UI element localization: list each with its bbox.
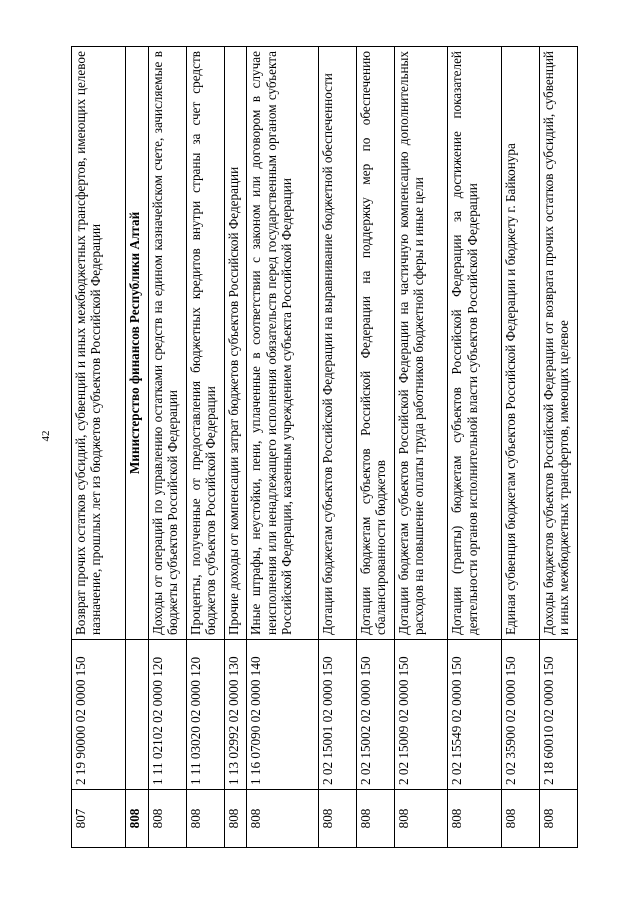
table-row xyxy=(247,47,318,848)
kbk-cell: 2 19 90000 02 0000 150 xyxy=(72,640,126,790)
kbk-cell: 1 11 02102 02 0000 120 xyxy=(149,640,187,790)
admin-code-cell: 808 xyxy=(448,790,502,848)
kbk-cell: 1 11 03020 02 0000 120 xyxy=(187,640,225,790)
table-row xyxy=(72,47,126,848)
admin-code-cell: 807 xyxy=(72,790,126,848)
admin-code-cell: 808 xyxy=(149,790,187,848)
kbk-cell: 2 02 35900 02 0000 150 xyxy=(501,640,539,790)
table-row xyxy=(225,47,247,848)
income-name-cell: Дотации бюджетам субъектов Российской Федерации на выравнивание бюджетной обеспеченности xyxy=(318,47,356,640)
kbk-cell: 2 18 60010 02 0000 150 xyxy=(539,640,577,790)
income-name-cell: Доходы бюджетов субъектов Российской Федерации от возврата прочих остатков субсидий, субвенций и иных межбюджетных трансфертов, имеющих целевое xyxy=(539,47,577,640)
income-name-cell: Единая субвенция бюджетам субъектов Российской Федерации и бюджету г. Байконура xyxy=(501,47,539,640)
revenue-admin-table xyxy=(71,46,578,848)
income-name-cell: Дотации бюджетам субъектов Российской Федерации на частичную компенсацию дополнительных расходов на повышение оплаты труда работников бюджетной сферы и иные цели xyxy=(394,47,448,640)
income-name-cell: Доходы от операций по управлению остатками средств на едином казначейском счете, зачисляемые в бюджеты субъектов Российской Федерации xyxy=(149,47,187,640)
page-number: 42 xyxy=(40,430,52,442)
kbk-cell: 1 13 02992 02 0000 130 xyxy=(225,640,247,790)
income-name-cell: Прочие доходы от компенсации затрат бюджетов субъектов Российской Федерации xyxy=(225,47,247,640)
kbk-cell: 2 02 15001 02 0000 150 xyxy=(318,640,356,790)
admin-code-cell: 808 xyxy=(539,790,577,848)
income-name-cell: Проценты, полученные от предоставления бюджетных кредитов внутри страны за счет средств бюджетов субъектов Российской Федерации xyxy=(187,47,225,640)
admin-code-cell: 808 xyxy=(356,790,394,848)
table-row xyxy=(448,47,502,848)
table-row xyxy=(149,47,187,848)
table-row xyxy=(394,47,448,848)
kbk-cell: 1 16 07090 02 0000 140 xyxy=(247,640,318,790)
section-title-cell: Министерство финансов Республики Алтай xyxy=(125,47,148,640)
table-row xyxy=(356,47,394,848)
table-row xyxy=(539,47,577,848)
income-name-cell: Иные штрафы, неустойки, пени, уплаченные в соответствии с законом или договором в случае неисполнения или ненадлежащего исполнения обязательств перед государственным органом субъекта Российской Федерации, казенным учреждением субъекта Российской Федерации xyxy=(247,47,318,640)
income-name-cell: Возврат прочих остатков субсидий, субвенций и иных межбюджетных трансфертов, имеющих целевое назначение, прошлых лет из бюджетов субъектов Российской Федерации xyxy=(72,47,126,640)
rotated-page-content xyxy=(71,47,578,848)
admin-code-cell: 808 xyxy=(318,790,356,848)
kbk-cell: 2 02 15009 02 0000 150 xyxy=(394,640,448,790)
table-row xyxy=(187,47,225,848)
kbk-cell: 2 02 15549 02 0000 150 xyxy=(448,640,502,790)
income-name-cell: Дотации (гранты) бюджетам субъектов Российской Федерации за достижение показателей деятельности органов исполнительной власти субъектов Российской Федерации xyxy=(448,47,502,640)
income-name-cell: Дотации бюджетам субъектов Российской Федерации на поддержку мер по обеспечению сбалансированности бюджетов xyxy=(356,47,394,640)
admin-code-cell: 808 xyxy=(125,790,148,848)
admin-code-cell: 808 xyxy=(247,790,318,848)
table-row xyxy=(318,47,356,848)
kbk-cell xyxy=(125,640,148,790)
kbk-cell: 2 02 15002 02 0000 150 xyxy=(356,640,394,790)
admin-code-cell: 808 xyxy=(187,790,225,848)
admin-code-cell: 808 xyxy=(394,790,448,848)
admin-code-cell: 808 xyxy=(225,790,247,848)
admin-code-cell: 808 xyxy=(501,790,539,848)
table-row xyxy=(501,47,539,848)
table-row-section-header xyxy=(125,47,148,848)
table-body xyxy=(72,47,578,848)
